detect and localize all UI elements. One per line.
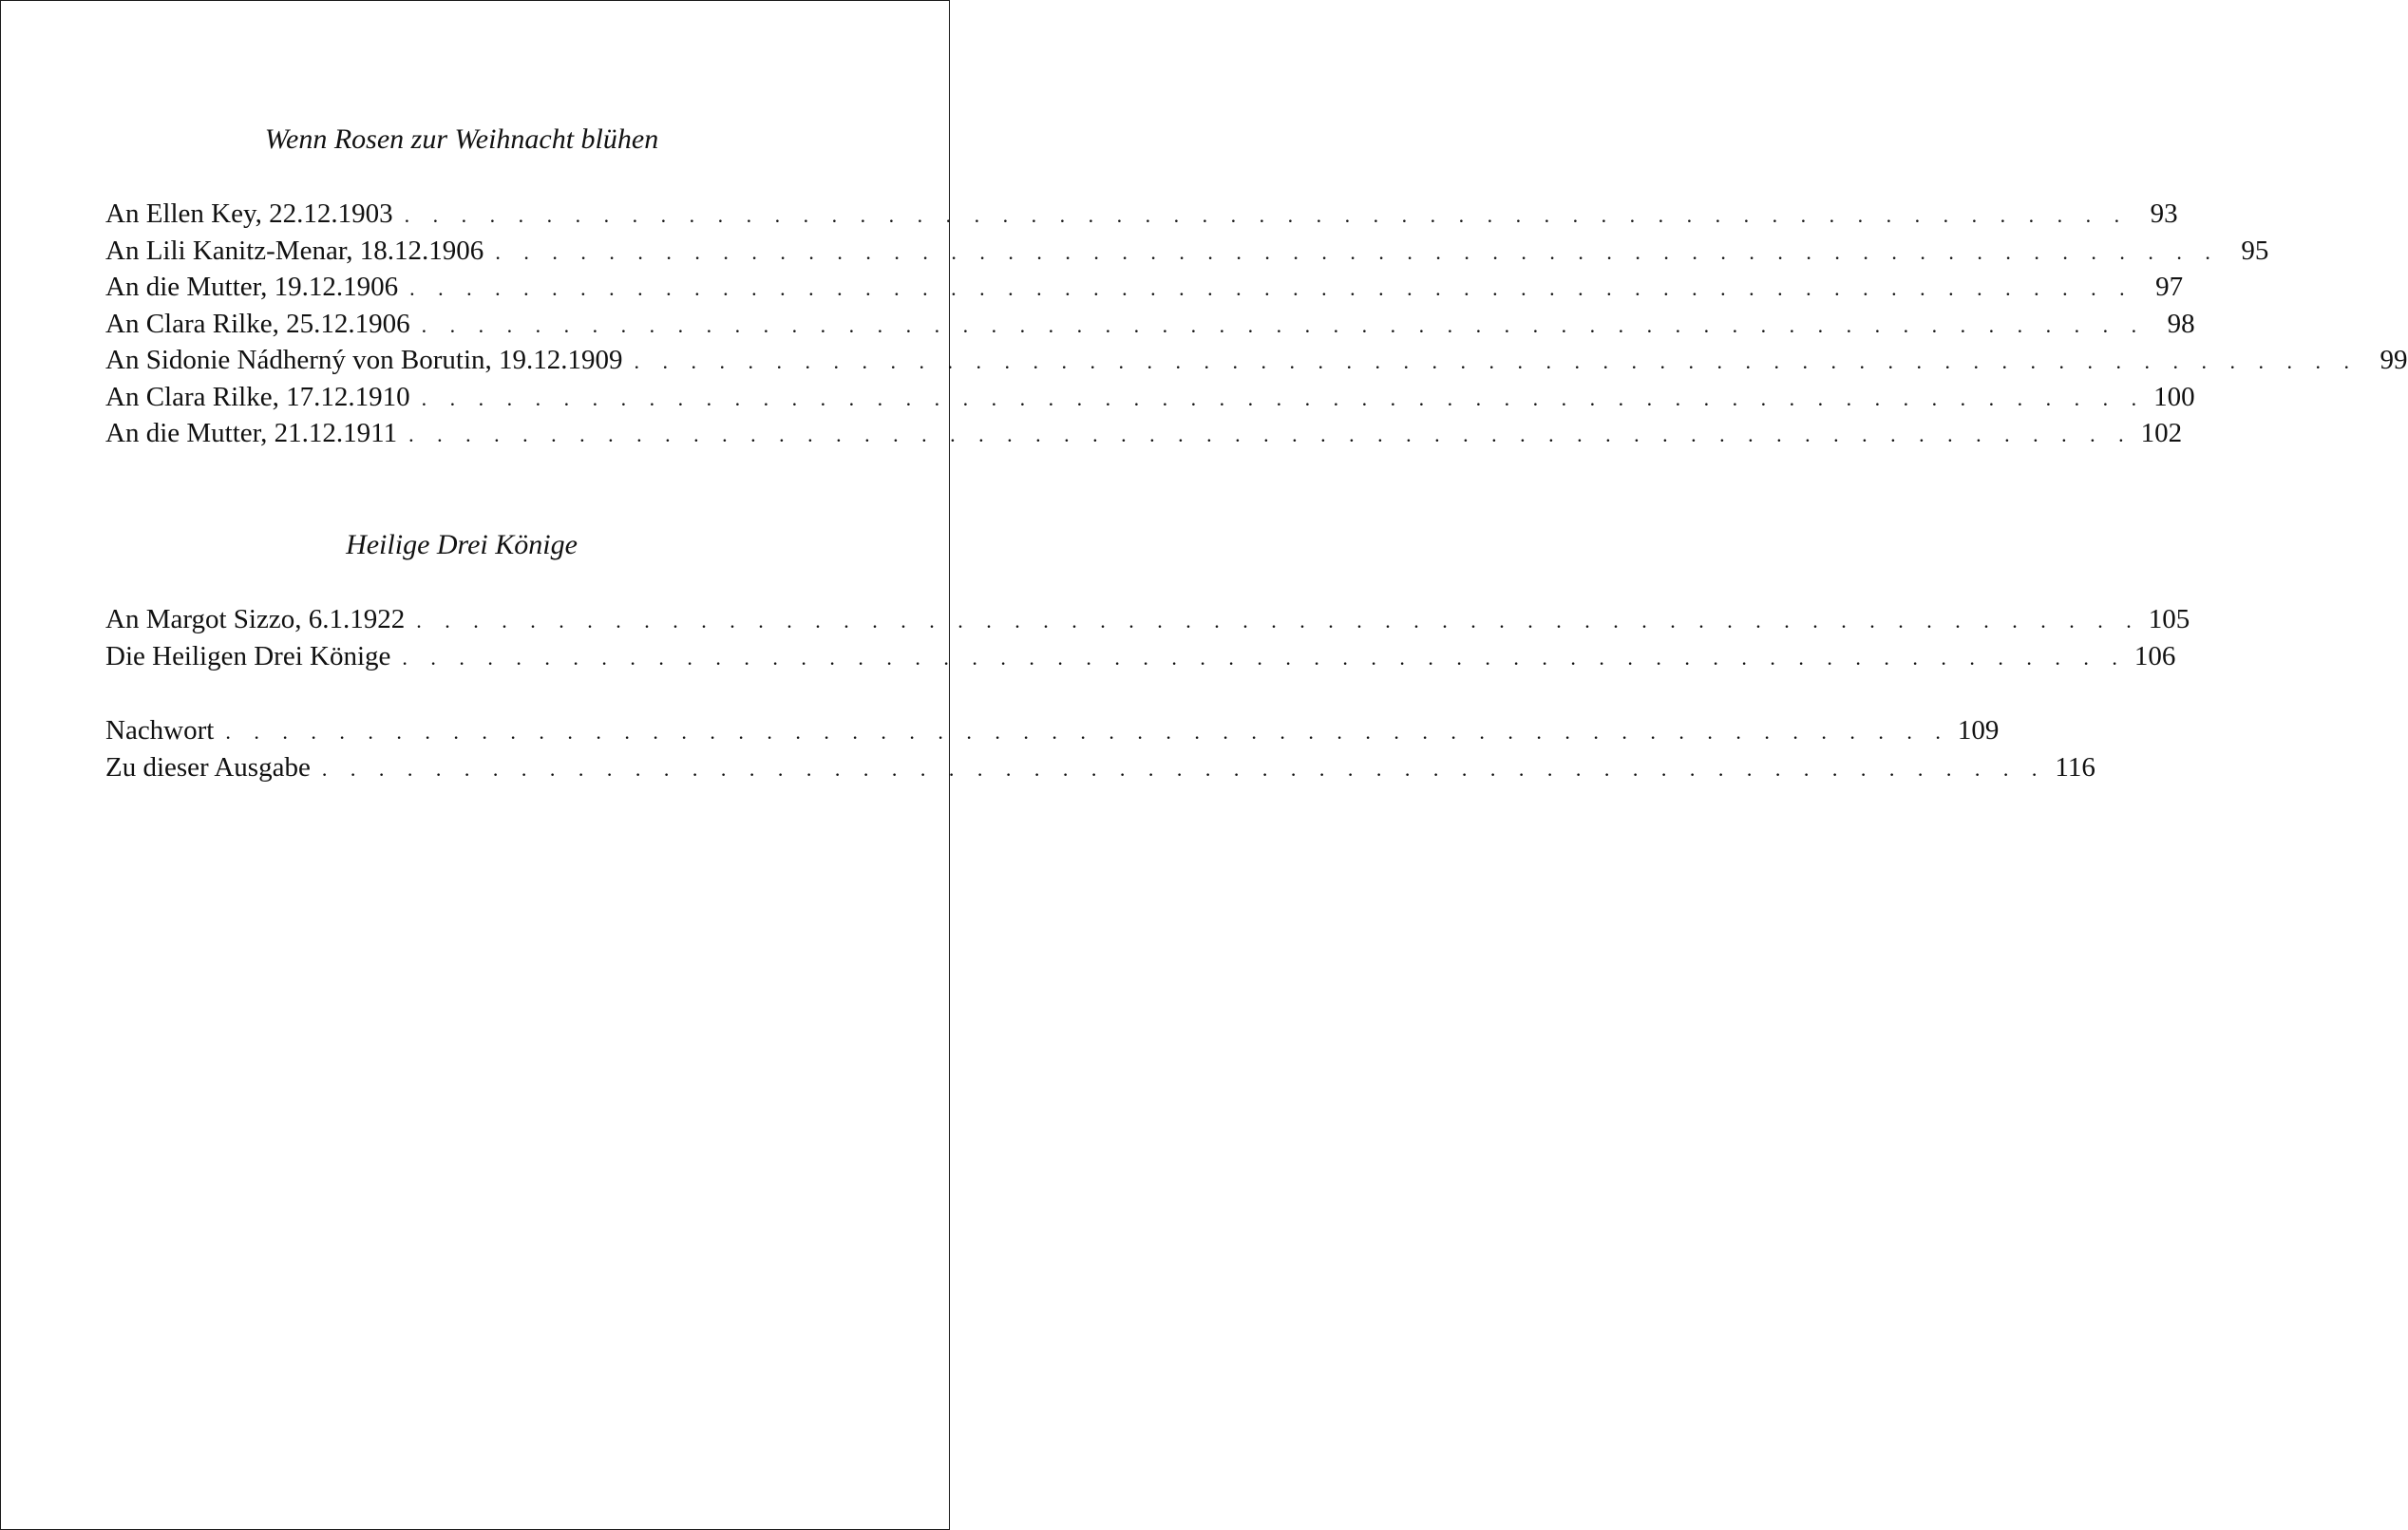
toc-entry[interactable] xyxy=(105,415,2183,452)
dot-leader: . . . . . . . . . . . . . . . . . . . . . . . . . . . . . . . . . . . . . . . . . . . . . . . . . . . . . . . . . . . . . xyxy=(421,312,2146,337)
dot-leader: . . . . . . . . . . . . . . . . . . . . . . . . . . . . . . . . . . . . . . . . . . . . . . . . . . . . . . . . . . . . . xyxy=(634,349,2359,373)
toc-entry-label: Nachwort xyxy=(105,715,215,746)
toc-entry-page: 100 xyxy=(2153,381,2195,412)
dot-leader: . . . . . . . . . . . . . . . . . . . . . . . . . . . . . . . . . . . . . . . . . . . . . . . . . . . . . . . . . . . . . xyxy=(408,423,2133,446)
toc-entry[interactable] xyxy=(105,638,2176,675)
toc-entry-label: Die Heiligen Drei Könige xyxy=(105,640,391,671)
dot-leader: . . . . . . . . . . . . . . . . . . . . . . . . . . . . . . . . . . . . . . . . . . . . . . . . . . . . . . . . . . . . . xyxy=(416,609,2141,633)
toc-entry-label: An die Mutter, 19.12.1906 xyxy=(105,272,399,302)
section-title-christmas: Wenn Rosen zur Weihnacht blühen xyxy=(264,123,659,155)
toc-entry-page: 105 xyxy=(2148,604,2190,634)
toc-entry[interactable] xyxy=(105,379,2195,416)
toc-entry-page: 97 xyxy=(2155,272,2184,302)
toc-entry-page: 93 xyxy=(2150,198,2178,229)
dot-leader: . . . . . . . . . . . . . . . . . . . . . . . . . . . . . . . . . . . . . . . . . . . . . . . . . . . . . . . . . . . . . xyxy=(421,386,2146,410)
toc-entry-page: 116 xyxy=(2055,751,2095,783)
toc-entry[interactable] xyxy=(105,233,2269,270)
toc-entry-label: An Clara Rilke, 25.12.1906 xyxy=(105,308,410,339)
toc-entry[interactable] xyxy=(105,196,2178,233)
toc-entry-label: An Lili Kanitz-Menar, 18.12.1906 xyxy=(105,235,484,266)
toc-entry[interactable] xyxy=(105,342,2408,379)
toc-entry-label: An die Mutter, 21.12.1911 xyxy=(105,418,398,448)
dot-leader: . . . . . . . . . . . . . . . . . . . . . . . . . . . . . . . . . . . . . . . . . . . . . . . . . . . . . . . . . . . . . xyxy=(321,756,2046,781)
dot-leader: . . . . . . . . . . . . . . . . . . . . . . . . . . . . . . . . . . . . . . . . . . . . . . . . . . . . . . . . . . . . . xyxy=(409,276,2134,300)
toc-entry-page: 95 xyxy=(2241,235,2269,266)
toc-entry-label: An Sidonie Nádherný von Borutin, 19.12.1909 xyxy=(105,345,623,375)
toc-entry[interactable] xyxy=(105,712,2000,749)
toc-entry[interactable] xyxy=(105,749,2095,786)
toc-entry-page: 98 xyxy=(2167,308,2195,339)
dot-leader: . . . . . . . . . . . . . . . . . . . . . . . . . . . . . . . . . . . . . . . . . . . . . . . . . . . . . . . . . . . . . xyxy=(402,645,2127,670)
toc-entry[interactable] xyxy=(105,269,2184,306)
toc-entry-label: An Clara Rilke, 17.12.1910 xyxy=(105,381,410,412)
toc-entry-page: 99 xyxy=(2380,345,2408,375)
dot-leader: . . . . . . . . . . . . . . . . . . . . . . . . . . . . . . . . . . . . . . . . . . . . . . . . . . . . . . . . . . . . . xyxy=(495,239,2220,264)
toc-entry[interactable] xyxy=(105,306,2195,343)
dot-leader: . . . . . . . . . . . . . . . . . . . . . . . . . . . . . . . . . . . . . . . . . . . . . . . . . . . . . . . . . . . . . xyxy=(404,203,2129,227)
toc-entry-page: 102 xyxy=(2140,418,2183,448)
toc-list-christmas xyxy=(105,196,2408,452)
toc-entry-page: 106 xyxy=(2133,640,2176,671)
toc-entry-page: 109 xyxy=(1957,715,2000,746)
toc-list-appendix xyxy=(105,712,2095,785)
toc-entry-label: An Ellen Key, 22.12.1903 xyxy=(105,198,393,229)
toc-list-epiphany xyxy=(105,601,2190,674)
dot-leader: . . . . . . . . . . . . . . . . . . . . . . . . . . . . . . . . . . . . . . . . . . . . . . . . . . . . . . . . . . . . . xyxy=(225,720,1950,744)
toc-entry-label: Zu dieser Ausgabe xyxy=(105,751,311,783)
toc-entry-label: An Margot Sizzo, 6.1.1922 xyxy=(105,604,406,634)
section-title-epiphany: Heilige Drei Könige xyxy=(346,529,578,560)
toc-entry[interactable] xyxy=(105,601,2190,638)
